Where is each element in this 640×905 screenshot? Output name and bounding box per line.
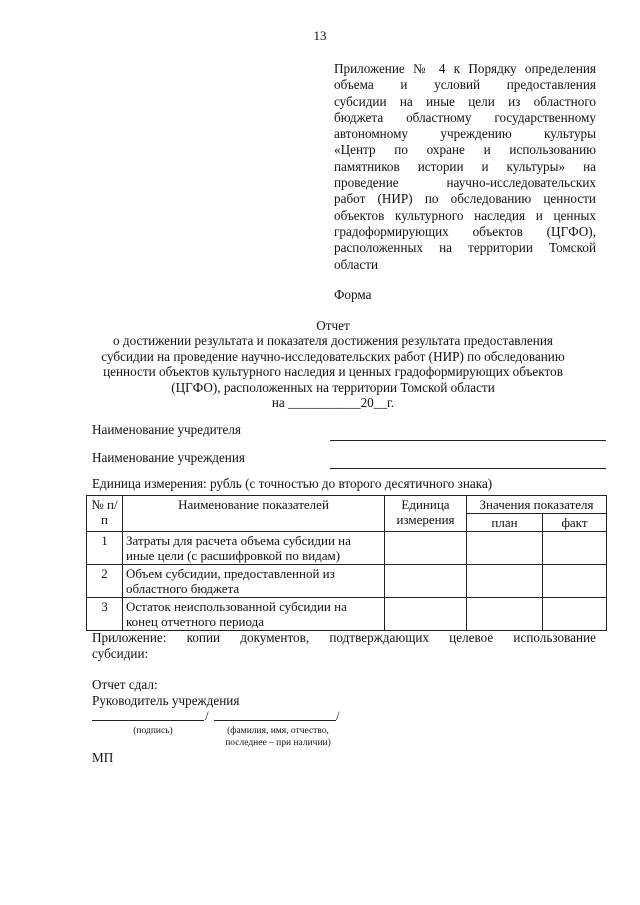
header-unit: Единица измерения: [385, 496, 467, 532]
table-row: [87, 598, 607, 631]
appendix-line: объема и условий предоставления: [334, 77, 596, 93]
page-number: 13: [313, 28, 327, 43]
row-name: Затраты для расчета объема субсидии на иные цели (с расшифровкой по видам): [123, 532, 385, 565]
separator-slash: /: [205, 708, 209, 723]
header-name: Наименование показателей: [123, 496, 385, 532]
report-heading: Отчет: [316, 318, 350, 333]
row-unit-cell[interactable]: [385, 598, 467, 631]
note-line: Приложение: копии документов, подтверждающих целевое использование: [92, 630, 596, 645]
row-name: Остаток неиспользованной субсидии на конец отчетного периода: [123, 598, 385, 631]
appendix-line: расположенных на территории Томской: [334, 240, 596, 256]
appendix-line: автономному учреждению культуры: [334, 126, 596, 142]
report-date-line: на ___________20__г.: [271, 395, 395, 411]
header-fact: факт: [543, 514, 607, 532]
header-values: Значения показателя: [467, 496, 607, 514]
appendix-line: проведение научно-исследовательских: [334, 175, 596, 191]
appendix-line: бюджета областному государственному: [334, 109, 596, 125]
report-title: [80, 318, 586, 410]
institution-field[interactable]: [330, 468, 606, 469]
submitted-label: Отчет сдал:: [92, 677, 158, 692]
appendix-header: [334, 61, 596, 273]
header-plan: план: [467, 514, 543, 532]
institution-label: Наименование учреждения: [92, 450, 245, 465]
row-num: 2: [87, 565, 123, 598]
appendix-line: объектов культурного наследия и ценных: [334, 207, 596, 223]
units-line: Единица измерения: рубль (с точностью до второго десятичного знака): [92, 476, 493, 491]
stamp-label: МП: [92, 750, 114, 765]
appendix-line: «Центр по охране и использованию: [334, 142, 596, 158]
row-fact-cell[interactable]: [543, 565, 607, 598]
report-title-line: субсидии на проведение научно-исследовательских работ (НИР) по обследованию: [101, 348, 565, 364]
closing-slash: /: [336, 708, 340, 723]
row-plan-cell[interactable]: [467, 598, 543, 631]
row-num: 3: [87, 598, 123, 631]
row-unit-cell[interactable]: [385, 565, 467, 598]
appendix-line: работ (НИР) по обследованию ценности: [334, 191, 596, 207]
founder-field[interactable]: [330, 440, 606, 441]
signature-line[interactable]: [92, 720, 204, 721]
row-plan-cell[interactable]: [467, 565, 543, 598]
row-num: 1: [87, 532, 123, 565]
attachment-note: [92, 630, 596, 662]
name-line[interactable]: [214, 720, 336, 721]
table-row: [87, 565, 607, 598]
row-fact-cell[interactable]: [543, 598, 607, 631]
header-num: № п/п: [87, 496, 123, 532]
appendix-line: области: [334, 256, 379, 272]
appendix-line: Приложение № 4 к Порядку определения: [334, 61, 596, 76]
name-caption: (фамилия, имя, отчество, последнее – при наличии): [225, 726, 331, 748]
signature-caption: (подпись): [133, 726, 173, 736]
appendix-line: памятников истории и культуры» на: [334, 158, 596, 174]
founder-label: Наименование учредителя: [92, 422, 241, 437]
row-fact-cell[interactable]: [543, 532, 607, 565]
appendix-line: субсидии на иные цели из областного: [334, 93, 596, 109]
row-plan-cell[interactable]: [467, 532, 543, 565]
report-title-line: о достижении результата и показателя достижения результата предоставления: [113, 333, 553, 349]
appendix-line: градоформирующих объектов (ЦГФО),: [334, 223, 596, 239]
report-title-line: (ЦГФО), расположенных на территории Томской области: [171, 379, 495, 395]
form-label: Форма: [334, 287, 372, 302]
table-row: [87, 532, 607, 565]
note-line: субсидии:: [92, 646, 149, 661]
report-table: [86, 495, 607, 631]
head-label: Руководитель учреждения: [92, 693, 240, 708]
report-title-line: ценности объектов культурного наследия и ценных градоформирующих объектов: [103, 364, 563, 380]
row-name: Объем субсидии, предоставленной из областного бюджета: [123, 565, 385, 598]
row-unit-cell[interactable]: [385, 532, 467, 565]
